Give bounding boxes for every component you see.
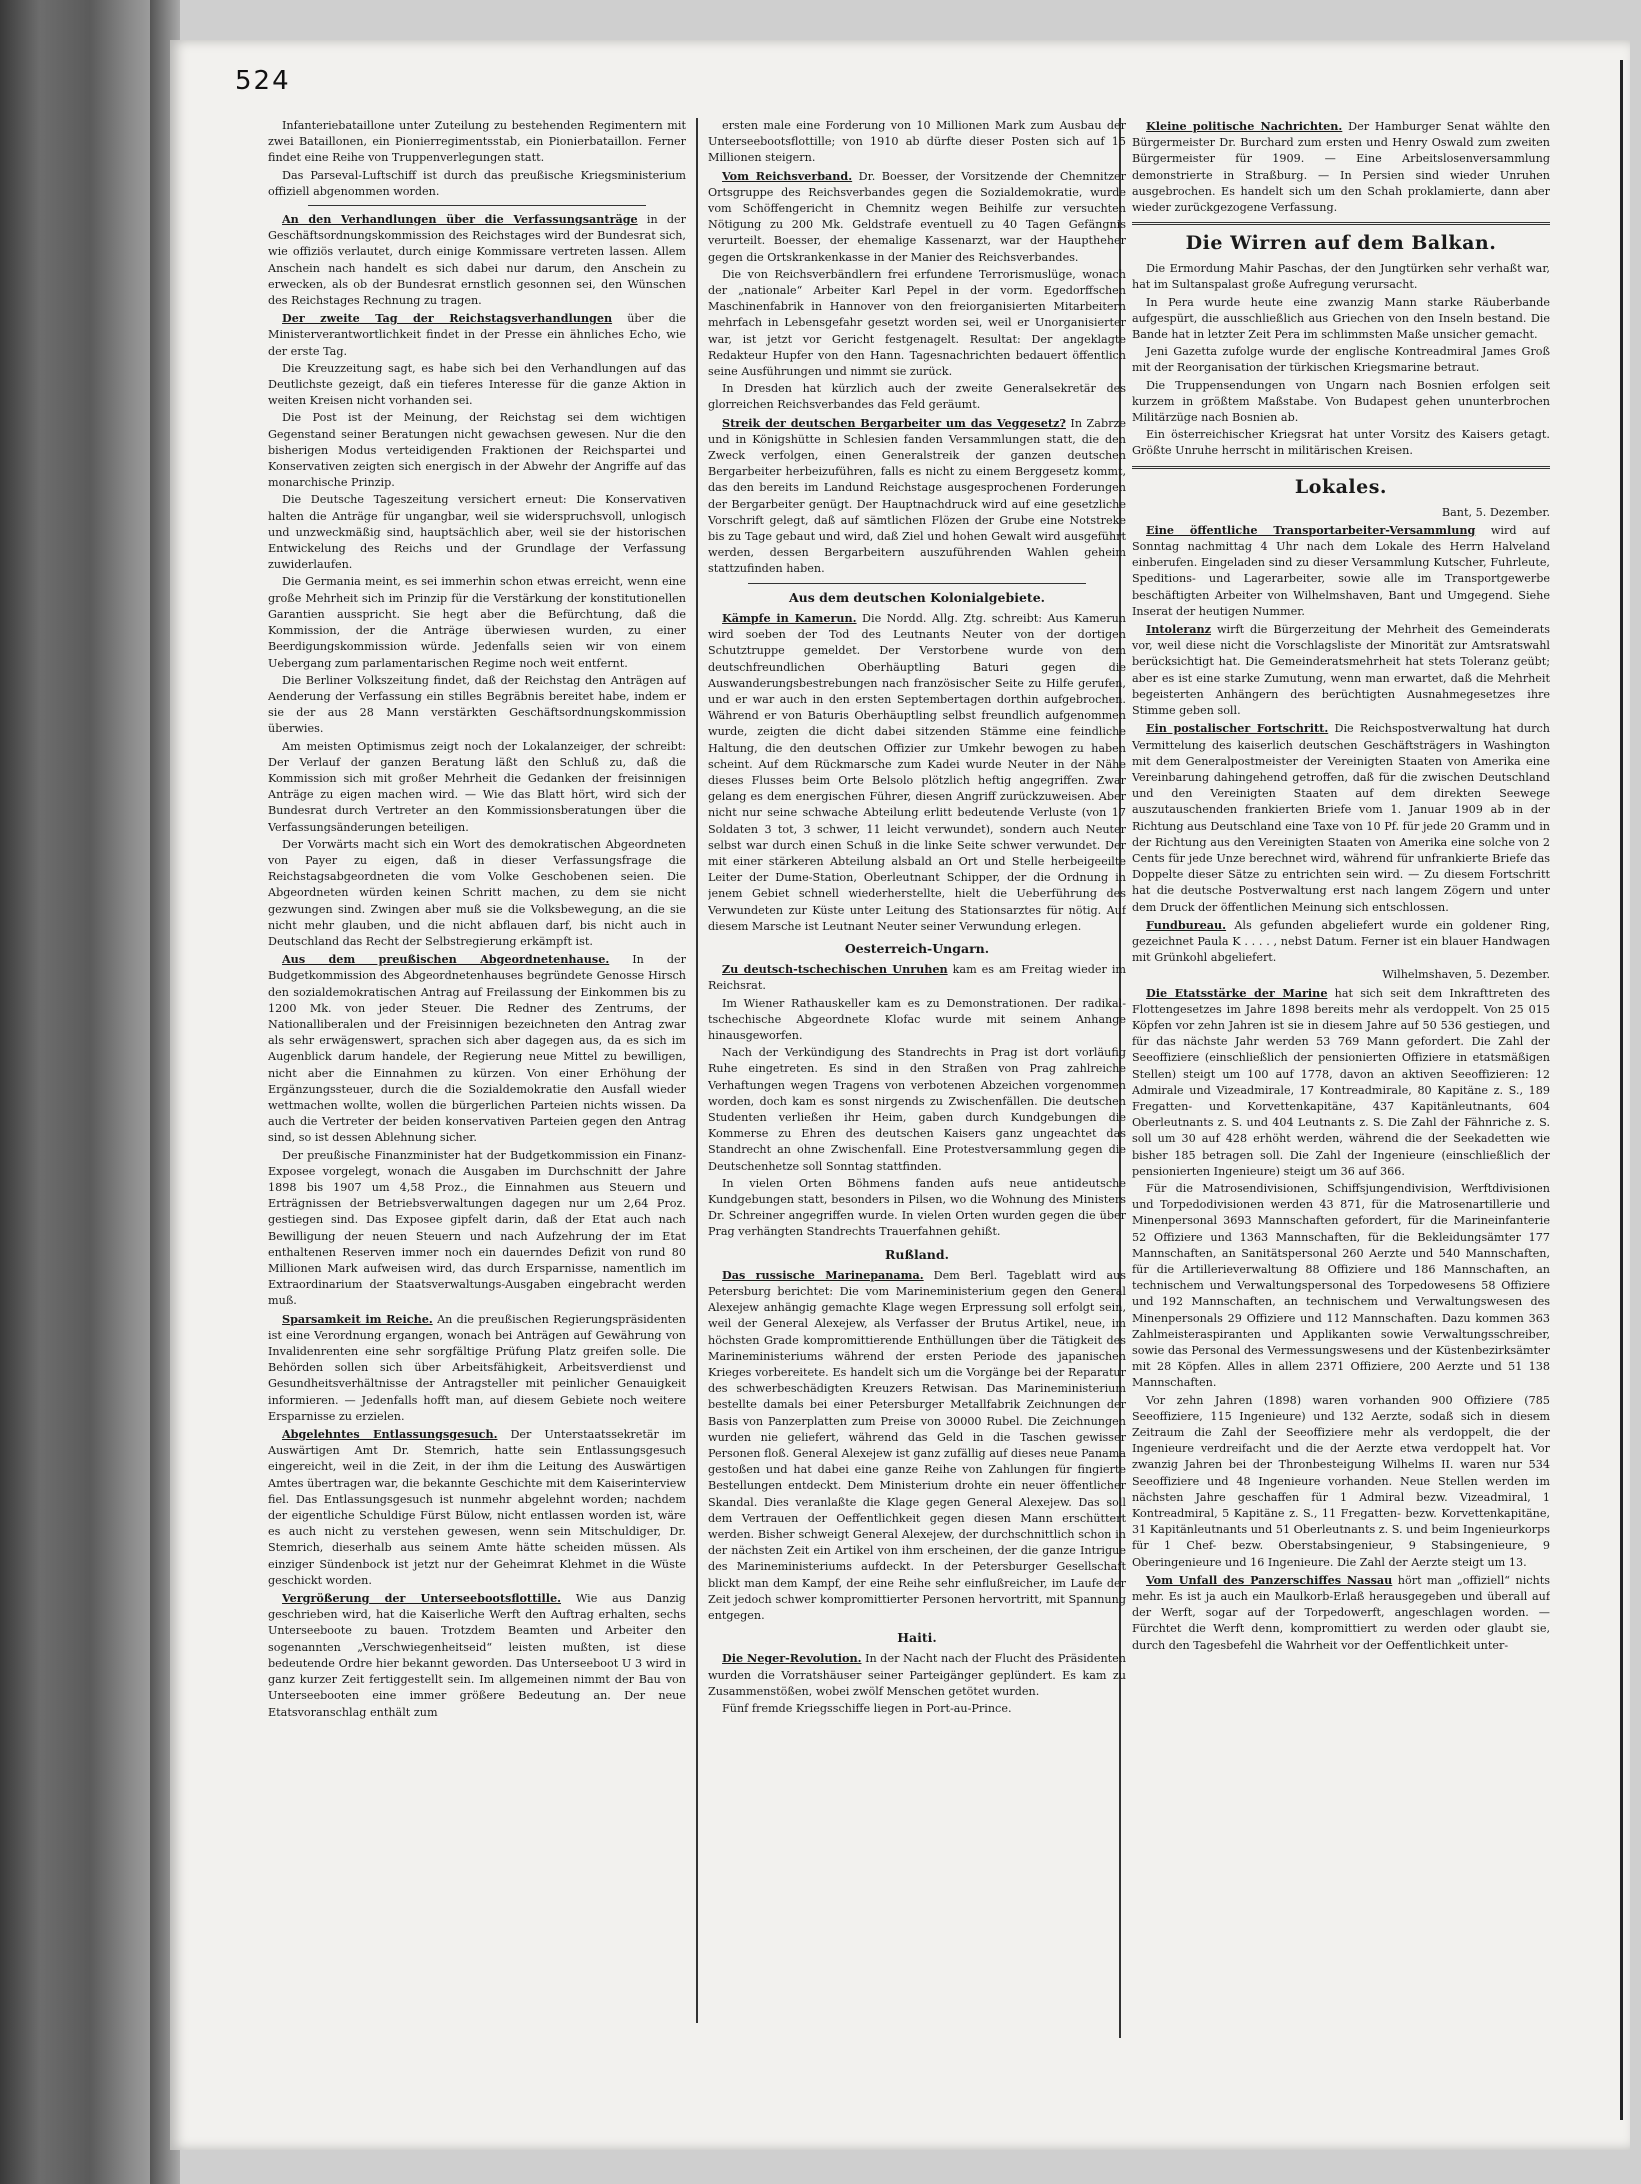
article-text: Die Kreuzzeitung sagt, es habe sich bei den Verhandlungen auf das Deutlichste gezeigt, daß ein tieferes Interesse für die ganze Aktion in weiten Kreisen nicht vorhanden sei. xyxy=(268,361,686,408)
article-headline: Fundbureau. xyxy=(1146,917,1227,932)
column-2 xyxy=(708,118,1126,2038)
article-paragraph xyxy=(268,410,686,491)
section-rule xyxy=(1132,466,1550,469)
article-headline: Die Neger-Revolution. xyxy=(722,1651,862,1666)
separator-rule xyxy=(308,205,646,206)
article-text: In der Budgetkommission des Abgeordnetenhauses begründete Genosse Hirsch den sozialdemokratischen Antrag auf Freilassung der Einkommen bis zu 1200 Mk. von jeder Steuer. Die Redner des Zentrums, der Nationalliberalen und der Freisinnigen bezeichneten den Antrag zwar als sehr erwägenswert, sprachen sich aber dagegen aus, da es sich im Augenblick darum handele, der Regierung neue Mittel zu bewilligen, nicht aber die Einnahmen zu kürzen. Von einer Erhöhung der Ergänzungssteuer, durch die die Sozialdemokratie den Ausfall wieder wettmachen wollte, wollen die bürgerlichen Parteien nichts wissen. Da auch die Vertreter der beiden konservativen Parteien gegen den Antrag sind, so ist dessen Ablehnung sicher. xyxy=(268,953,686,1145)
article-paragraph xyxy=(708,1701,1126,1717)
article-paragraph xyxy=(1132,621,1550,719)
article-text: Wie aus Danzig geschrieben wird, hat die Kaiserliche Werft den Auftrag erhalten, sechs Unterseeboote zu bauen. Trotzdem Beamten und Arbeiter den sogenannten „Verschwiegenheitseid“ leisten mußten, ist diese bedeutende Ordre hier bekannt geworden. Das Unterseeboot U 3 wird in ganz kurzer Zeit fertiggestellt sein. Im allgemeinen nimmt der Bau von Unterseebooten eine immer größere Bedeutung an. Der neue Etatsvoranschlag enthält zum xyxy=(268,1592,686,1719)
article-paragraph xyxy=(268,211,686,309)
article-paragraph xyxy=(708,267,1126,380)
article-paragraph xyxy=(1132,344,1550,376)
article-text: Infanteriebataillone unter Zuteilung zu bestehenden Regimentern mit zwei Bataillonen, ein Pionierregimentsstab, ein Pionierbataillon. Ferner findet eine Reihe von Truppenverlegungen statt. xyxy=(268,119,686,165)
article-headline: Intoleranz xyxy=(1146,622,1211,637)
article-headline: Abgelehntes Entlassungsgesuch. xyxy=(282,1427,498,1442)
article-headline: Vergrößerung der Unterseebootsflottille. xyxy=(282,1591,562,1606)
article-paragraph xyxy=(268,118,686,167)
article-text: Fünf fremde Kriegsschiffe liegen in Port-au-Prince. xyxy=(722,1702,1012,1716)
article-paragraph xyxy=(1132,295,1550,344)
article-text: Für die Matrosendivisionen, Schiffsjungendivision, Werftdivisionen und Torpedodivisionen werden 43 871, für die Matrosenartillerie und Minenpersonal 3693 Mannschaften gefordert, für die Marineinfanterie 52 Offiziere und 1363 Mannschaften, für die Bekleidungsämter 177 Mannschaften, an Sanitätspersonal 260 Aerzte und 540 Mannschaften, für die Artillerieverwaltung 88 Offiziere und 186 Mannschaften, an technischem und Verwaltungspersonal des Torpedowesens 58 Offiziere und 192 Mannschaften, an technischem und Verwaltungswesen des Minenpersonals 29 Offiziere und 112 Mannschaften. Dazu kommen 363 Zahlmeisteraspiranten und Applikanten sowie Verwaltungsschreiber, sowie das Personal des Vermessungswesens und der Küstenbezirksämter mit 28 Köpfen. Alles in allem 2371 Offiziere, 200 Aerzte und 51 138 Mannschaften. xyxy=(1132,1181,1550,1390)
article-paragraph xyxy=(708,996,1126,1045)
article-paragraph xyxy=(1132,378,1550,427)
article-headline: Die Etatsstärke der Marine xyxy=(1146,985,1328,1000)
article-paragraph xyxy=(708,415,1126,578)
article-text: Vor zehn Jahren (1898) waren vorhanden 900 Offiziere (785 Seeoffiziere, 115 Ingenieure) und 132 Aerzte, sodaß sich in diesem Zeitraum die Zahl der Seeoffiziere mehr als verdoppelt, die der Ingenieure verdreifacht und die der Aerzte etwa verdoppelt hat. Vor zwanzig Jahren bei der Thronbesteigung Wilhelms II. waren nur 534 Seeoffiziere und 48 Ingenieure vorhanden. Neue Stellen werden im nächsten Jahre geschaffen für 1 Admiral bezw. Vizeadmiral, 1 Kontreadmiral, 5 Kapitäne z. S., 11 Fregatten- bezw. Korvettenkapitäne, 31 Kapitänleutnants und 51 Oberleutnants z. S. und beim Ingenieurkorps für 1 Chef- bezw. Oberstabsingenieur, 9 Stabsingenieure, 9 Oberingenieure und 16 Ingenieure. Die Zahl der Aerzte steigt um 13. xyxy=(1132,1393,1550,1569)
article-text: Dr. Boesser, der Vorsitzende der Chemnitzer Ortsgruppe des Reichsverbandes gegen die Sozialdemokratie, wurde vom Schöffengericht in Chemnitz wegen Beihilfe zur versuchten Nötigung zu 200 Mk. Geldstrafe eventuell zu 40 Tagen Gefängnis verurteilt. Boesser, der ehemalige Kassenarzt, war der Hauptheher gegen die Ortskrankenkasse in der Manier des Reichsverbandes. xyxy=(708,169,1126,264)
article-paragraph xyxy=(1132,1181,1550,1392)
article-text: hört man „offiziell“ nichts mehr. Es ist ja auch ein Maulkorb-Erlaß herausgegeben und überall auf der Werft, sogar auf der Torpedowerft, angeschlagen worden. — Fürchtet die Werft denn, kompromittiert zu werden oder glaubt sie, durch den Tagesbefehl die Wahrheit vor der Oeffentlichkeit unter- xyxy=(1132,1573,1550,1652)
section-heading: Rußland. xyxy=(884,1246,949,1262)
article-text: Die Berliner Volkszeitung findet, daß der Reichstag den Anträgen auf Aenderung der Verfassung ein stilles Begräbnis bereitet habe, indem er sie der aus 28 Mann verstärkten Geschäftsordnungskommission überwies. xyxy=(268,673,686,736)
article-paragraph xyxy=(268,1426,686,1589)
article-paragraph xyxy=(268,837,686,950)
column-rule-1 xyxy=(696,118,698,2023)
dateline: Wilhelmshaven, 5. Dezember. xyxy=(1382,968,1550,982)
article-text: In Pera wurde heute eine zwanzig Mann starke Räuberbande aufgespürt, die ausschließlich aus Griechen von den Inseln bestand. Die Bande hat in letzter Zeit Pera im schlimmsten Maße unsicher gemacht. xyxy=(1132,295,1550,342)
section-title: Lokales. xyxy=(1294,475,1388,498)
article-headline: Kämpfe in Kamerun. xyxy=(722,610,857,625)
article-text: An die preußischen Regierungspräsidenten ist eine Verordnung ergangen, wonach bei Anträgen auf Gewährung von Invalidenrenten eine sehr sorgfältige Prüfung Platz greifen solle. Die Behörden sollen sich über Arbeitsfähigkeit, Arbeitsverdienst und Gesundheitsverhältnisse der Antragsteller mit peinlicher Genauigkeit informieren. — Jedenfalls hofft man, auf diesem Gebiete noch weitere Ersparnisse zu erzielen. xyxy=(268,1312,686,1423)
section-heading: Oesterreich-Ungarn. xyxy=(844,940,990,956)
article-paragraph xyxy=(268,673,686,738)
article-paragraph xyxy=(708,168,1126,266)
article-text: In Dresden hat kürzlich auch der zweite Generalsekretär des glorreichen Reichsverbandes das Feld geräumt. xyxy=(708,382,1126,412)
section-rule xyxy=(1132,222,1550,225)
article-text: Die Deutsche Tageszeitung versichert erneut: Die Konservativen halten die Anträge für ungangbar, weil sie widerspruchsvoll, unlogisch und unzweckmäßig sind, hauptsächlich aber, weil sie der historischen Entwickelung des Reichs und der Grundlage der Verfassung zuwiderlaufen. xyxy=(268,493,686,572)
article-paragraph xyxy=(1132,427,1550,459)
article-headline: Kleine politische Nachrichten. xyxy=(1146,119,1343,133)
section-heading: Haiti. xyxy=(897,1630,937,1646)
article-headline: Streik der deutschen Bergarbeiter um das Veggesetz? xyxy=(722,415,1066,430)
article-paragraph xyxy=(268,168,686,200)
article-headline: Zu deutsch-tschechischen Unruhen xyxy=(722,962,948,977)
article-text: Die von Reichsverbändlern frei erfundene Terrorismuslüge, wonach der „nationale“ Arbeiter Karl Pepel in der vorm. Egedorffschen Maschinenfabrik in Hannover von den freiorganisierten Mitarbeitern mehrfach in Lebensgefahr gesetzt worden sei, weil er Unorganisierter war, ist jetzt vor Gericht festgenagelt. Resultat: Der angeklagte Redakteur Hupfer von den Hann. Tagesnachrichten bedauert öffentlich seine Ausführungen und nimmt sie zurück. xyxy=(708,267,1126,379)
article-text: Das Parseval-Luftschiff ist durch das preußische Kriegsministerium offiziell abgenommen worden. xyxy=(268,168,686,198)
article-text: Die Post ist der Meinung, der Reichstag sei dem wichtigen Gegenstand seiner Beratungen nicht gewachsen gewesen. Nur die den bisherigen Modus verteidigenden Fraktionen der Reichspartei und Konservativen zeigten sich energisch in der Abwehr der Angriffe auf das monarchische Prinzip. xyxy=(268,411,686,490)
dateline: Bant, 5. Dezember. xyxy=(1441,505,1550,519)
article-text: Die Ermordung Mahir Paschas, der den Jungtürken sehr verhaßt war, hat im Sultanspalast große Aufregung verursacht. xyxy=(1132,262,1550,292)
section-heading: Aus dem deutschen Kolonialgebiete. xyxy=(788,589,1046,605)
article-text: Am meisten Optimismus zeigt noch der Lokalanzeiger, der schreibt: Der Verlauf der ganzen Beratung läßt den Schluß zu, daß die Kommission sich mit großer Mehrheit die Gedanken der freisinnigen Anträge zu eigen machen wird. — Wie das Blatt hört, wird sich der Bundesrat durch Vertreter an den Kommissionsberatungen über die Verfassungsänderungen beteiligen. xyxy=(268,739,686,834)
article-text: In vielen Orten Böhmens fanden aufs neue antideutsche Kundgebungen statt, besonders in Pilsen, wo die Wohnung des Ministers Dr. Schreiner angegriffen wurde. In vielen Orten wurden gegen die über Prag verhängten Standrechts Trauerfahnen gehißt. xyxy=(708,1176,1126,1239)
article-text: Die Reichspostverwaltung hat durch Vermittelung des kaiserlich deutschen Geschäftsträgers in Washington mit dem Generalpostmeister der Vereinigten Staaten von Amerika eine Vereinbarung dahingehend getroffen, daß für die zwischen Deutschland und den Vereinigten Staaten auf dem direkten Seewege auszutauschenden frankierten Briefe vom 1. Januar 1909 ab in der Richtung aus Deutschland eine Taxe von 10 Pf. für jede 20 Gramm und in der Richtung aus den Vereinigten Staaten von Amerika eine solche von 2 Cents für jede Unze berechnet wird, während für unfrankierte Briefe das Doppelte dieser Sätze zu entrichten sein wird. — Zu diesem Fortschritt hat die deutsche Postverwaltung erst nach langem Zögern und unter dem Druck der öffentlichen Meinung sich entschlossen. xyxy=(1132,722,1550,914)
article-text: Ein österreichischer Kriegsrat hat unter Vorsitz des Kaisers getagt. Größte Unruhe herrscht in militärischen Kreisen. xyxy=(1132,428,1550,458)
article-headline: Ein postalischer Fortschritt. xyxy=(1146,721,1329,736)
article-text: Die Nordd. Allg. Ztg. schreibt: Aus Kamerun wird soeben der Tod des Leutnants Neuter von der dortigen Schutztruppe gemeldet. Der Verstorbene wurde von dem deutschfreundlichen Oberhäuptling Baturi gegen die Auswanderungsbestrebungen nach französischer Seite zu Hilfe gerufen, und er war auch in den ersten Septembertagen dorthin aufgebrochen. Während er von Baturis Oberhäuptling selbst freundlich aufgenommen wurde, zeigten die dicht dabei sitzenden Stämme eine feindliche Haltung, die den deutschen Offizier zur Umkehr bewogen zu haben scheint. Auf dem Rückmarsche zum Kadei wurde Neuter in der Nähe dieses Flusses beim Orte Belsolo plötzlich heftig angegriffen. Zwar gelang es dem energischen Führer, diesen Angriff zurückzuweisen. Aber nicht nur seine schwache Abteilung erlitt bedeutende Verluste (von 17 Soldaten 3 tot, 3 schwer, 11 leicht verwundet), sondern auch Neuter selbst war durch einen Schuß in die linke Seite schwer verwundet. Der mit einer stärkeren Abteilung alsbald an Ort und Stelle herbeigeeilte Leiter der Dume-Station, Oberleutnant Schipper, der die Ordnung in jenem Gebiet schnell wiederherstellte, hielt die Ueberführung des Verwundeten zur Küste unter Leitung des Stationsarztes für nötig. Auf diesem Marsche ist Leutnant Neuter seiner Verwundung erlegen. xyxy=(708,611,1126,933)
article-text: hat sich seit dem Inkrafttreten des Flottengesetzes im Jahre 1898 bereits mehr als verdoppelt. Von 25 015 Köpfen vor zehn Jahren ist sie in diesem Jahre auf 50 536 gestiegen, und für das nächste Jahr werden 53 769 Mann gefordert. Die Zahl der Seeoffiziere (einschließlich der pensionierten Offiziere in etatsmäßigen Stellen) steigt um 100 auf 1778, davon an aktiven Seeoffizieren: 12 Admirale und Vizeadmirale, 17 Kontreadmirale, 80 Kapitäne z. S., 189 Fregatten- und Korvettenkapitäne, 437 Kapitänleutnants, 604 Oberleutnants z. S. und 404 Leutnants z. S. Die Zahl der Fähnriche z. S. soll um 30 auf 428 erhöht werden, während die der Seekadetten wie bisher 185 betragen soll. Die Zahl der Ingenieure (einschließlich der pensionierten Ingenieure) steigt um 36 auf 366. xyxy=(1132,986,1550,1178)
article-text: Im Wiener Rathauskeller kam es zu Demonstrationen. Der radikal-tschechische Abgeordnete Klofac wurde mit seinem Anhange hinausgeworfen. xyxy=(708,996,1126,1042)
article-paragraph xyxy=(268,951,686,1146)
article-headline: An den Verhandlungen über die Verfassungsanträge xyxy=(282,212,638,227)
article-paragraph xyxy=(268,310,686,360)
article-paragraph xyxy=(268,1148,686,1310)
article-paragraph xyxy=(268,574,686,671)
article-paragraph xyxy=(1132,985,1550,1180)
article-paragraph xyxy=(708,610,1126,935)
article-text: in der Geschäftsordnungskommission des Reichstages wird der Bundesrat sich, wie offiziös verlautet, durch einige Kommissare vertreten lassen. Allem Anschein nach handelt es sich dabei nur darum, den Anschein zu erwecken, als ob der Bundesrat ernstlich gesonnen sei, den Wünschen des Reichstages Rechnung zu tragen. xyxy=(268,213,686,308)
article-text: Als gefunden abgeliefert wurde ein goldener Ring, gezeichnet Paula K . . . . , nebst Datum. Ferner ist ein blauer Handwagen mit Grünkohl abgeliefert. xyxy=(1132,918,1550,965)
article-paragraph xyxy=(1132,522,1550,620)
article-paragraph xyxy=(708,1650,1126,1700)
column-1 xyxy=(268,118,686,2058)
article-text: kam es am Freitag wieder im Reichsrat. xyxy=(708,963,1126,993)
separator-rule xyxy=(748,583,1086,584)
article-text: Jeni Gazetta zufolge wurde der englische Kontreadmiral James Groß mit der Reorganisation der türkischen Kriegsmarine betraut. xyxy=(1132,345,1550,375)
article-headline: Vom Unfall des Panzerschiffes Nassau xyxy=(1146,1572,1393,1587)
article-paragraph xyxy=(1132,917,1550,967)
article-paragraph xyxy=(708,118,1126,167)
article-paragraph xyxy=(708,961,1126,994)
article-paragraph xyxy=(1132,1393,1550,1571)
page-number: 524 xyxy=(235,66,291,96)
section-title: Die Wirren auf dem Balkan. xyxy=(1185,232,1497,255)
article-text: Der Hamburger Senat wählte den Bürgermeister Dr. Burchard zum ersten und Henry Oswald zum zweiten Bürgermeister für 1909. — Eine Arbeitslosenversammlung demonstrierte in Straßburg. — In Persien sind wieder Unruhen ausgebrochen. Es handelt sich um den Schah proklamierte, dann aber wieder zurückgezogene Verfassung. xyxy=(1132,120,1550,215)
column-3 xyxy=(1132,118,1550,2038)
article-text: wirft die Bürgerzeitung der Mehrheit des Gemeinderats vor, weil diese nicht die Vorschlagsliste der Minorität zur Amtsratswahl berücksichtigt hat. Die Gemeinderatsmehrheit hat stets Toleranz geübt; aber es ist eine starke Zumutung, wenn man erwartet, daß die Mehrheit begeisterten Anhängern des berüchtigten Ausnahmegesetzes ihre Stimme geben soll. xyxy=(1132,623,1550,718)
article-text: Die Germania meint, es sei immerhin schon etwas erreicht, wenn eine große Mehrheit sich im Prinzip für die Verstärkung der konstitutionellen Garantien ausspricht. Sie hegt aber die Befürchtung, daß die Kommission, der die Anträge überwiesen wurden, zu einer Beerdigungskommission würde. Jedenfalls seien wir von einem Uebergang zum parlamentarischen Regime noch weit entfernt. xyxy=(268,575,686,670)
article-text: Nach der Verkündigung des Standrechts in Prag ist dort vorläufig Ruhe eingetreten. Es sind in den Straßen von Prag zahlreiche Verhaftungen wegen Tragens von verbotenen Abzeichen vorgenommen worden, doch kam es sonst nirgends zu Zwischenfällen. Die deutschen Studenten verließen ihr Heim, gaben durch Kundgebungen die Kommerse zu Ehren des deutschen Kaisers ganz ungeachtet das Standrecht an ohne Zwischenfall. Eine Protestversammlung gegen die Deutschenhetze soll Sonntag stattfinden. xyxy=(708,1046,1126,1173)
article-text: Der Vorwärts macht sich ein Wort des demokratischen Abgeordneten von Payer zu eigen, daß in dieser Verfassungsfrage die Reichstagsabgeordneten die vom Volke Geschobenen seien. Die Abgeordneten würden keinen Schritt machen, zu dem sie nicht gezwungen sind. Zwingen aber muß sie die Volksbewegung, an die sie nicht mehr glauben, und die nicht abflauen darf, bis nicht auch in Deutschland das Recht der Selbstregierung erkämpft ist. xyxy=(268,837,686,948)
article-headline: Aus dem preußischen Abgeordnetenhause. xyxy=(282,952,610,967)
article-paragraph xyxy=(708,1267,1126,1624)
article-text: ersten male eine Forderung von 10 Millionen Mark zum Ausbau der Unterseebootsflottille; von 1910 ab dürfte dieser Posten sich auf 15 Millionen steigern. xyxy=(708,119,1126,165)
article-paragraph xyxy=(268,739,686,836)
page-right-border xyxy=(1620,60,1623,2120)
article-text: Dem Berl. Tageblatt wird aus Petersburg berichtet: Die vom Marineministerium gegen den General Alexejew anhängig gemachte Klage wegen Erpressung soll erfolgt sein, weil der General Alexejew, als Verfasser der Brutus Artikel, neue, im höchsten Grade kompromittierende Enthüllungen über die Tätigkeit des Marineministeriums während der ersten Periode des japanischen Krieges vorbereitete. Es handelt sich um die Vorgänge bei der Reparatur des schwerbeschädigten Kreuzers Retwisan. Das Marineministerium bestellte damals bei einer Petersburger Metallfabrik Zeichnungen der Basis von Panzerplatten zum Preise von 30000 Rubel. Die Zeichnungen wurden nie geliefert, während das Geld in die Taschen gewisser Personen floß. General Alexejew ist ganz zufällig auf dieses neue Panama gestoßen und hat dabei eine ganze Reihe von Zahlungen für fingierte Bestellungen entdeckt. Dem Ministerium drohte ein neuer öffentlicher Skandal. Dies veranlaßte die Klage gegen General Alexejew. Das soll dem Vertrauen der Oeffentlichkeit gegen diesen Mann erschüttert werden. Bisher schweigt General Alexejew, der durchschnittlich schon in der nächsten Zeit ein Artikel von ihm erscheinen, der die ganze Intrigue des Marineministeriums aufdeckt. In der Petersburger Gesellschaft blickt man dem Kampf, der eine Reihe sehr einflußreicher, im Laufe der Zeit jedoch schwer kompromittierter Personen hervortritt, mit Spannung entgegen. xyxy=(708,1268,1126,1623)
article-headline: Das russische Marinepanama. xyxy=(722,1267,924,1282)
article-text: Der preußische Finanzminister hat der Budgetkommission ein Finanz-Exposee vorgelegt, wonach die Ausgaben im Durchschnitt der Jahre 1898 bis 1907 um 4,58 Proz., die Einnahmen aus Steuern und Erträgnissen der Betriebsverwaltungen dagegen nur um 2,64 Proz. gestiegen sind. Das Exposee gipfelt darin, daß der Etat auch nach Bewilligung der neuen Steuern und nach Aufzehrung der im Etat enthaltenen Reserven immer noch ein dauerndes Defizit von rund 80 Millionen Mark aufweisen wird, das durch Ersparnisse, namentlich im Extraordinarium der Staatsverwaltungs-Ausgaben eingebracht werden muß. xyxy=(268,1148,686,1308)
article-paragraph xyxy=(1132,261,1550,293)
article-paragraph xyxy=(708,381,1126,413)
article-paragraph xyxy=(708,1176,1126,1241)
article-headline: Vom Reichsverband. xyxy=(722,168,853,183)
article-paragraph xyxy=(268,492,686,573)
article-text: Die Truppensendungen von Ungarn nach Bosnien erfolgen seit kurzem in größtem Maßstabe. Von Budapest gehen ununterbrochen Militärzüge nach Bosnien ab. xyxy=(1132,378,1550,425)
article-paragraph xyxy=(1132,720,1550,915)
article-paragraph xyxy=(1132,118,1550,216)
scan-binding-edge xyxy=(0,0,150,2184)
article-paragraph xyxy=(708,1045,1126,1175)
article-headline: Der zweite Tag der Reichstagsverhandlungen xyxy=(282,311,613,326)
article-paragraph xyxy=(268,361,686,410)
article-paragraph xyxy=(268,1311,686,1425)
article-headline: Sparsamkeit im Reiche. xyxy=(282,1311,433,1326)
article-text: In Zabrze und in Königshütte in Schlesien fanden Versammlungen statt, die den Zweck verfolgen, einen Generalstreik der ganzen deutschen Bergarbeiter herbeizuführen, falls es nicht zu einem Berggesetz kommt, das den bereits im Landund Reichstage ausgesprochenen Forderungen der Bergarbeiter genügt. Der Hauptnachdruck wird auf eine gesetzliche Vorschrift gelegt, daß auf sämtlichen Flözen der Grube eine Notstreke bis zu Tage gebaut und wird, daß Ziel und hohen Gewalt wird ausgeführt werden, dessen Bergarbeitern auszuführenden Wahlen geheim stattzufinden haben. xyxy=(708,416,1126,576)
article-paragraph xyxy=(268,1590,686,1721)
article-text: Der Unterstaatssekretär im Auswärtigen Amt Dr. Stemrich, hatte sein Entlassungsgesuch eingereicht, weil in die Zeit, in der ihm die Leitung des Auswärtigen Amtes übertragen war, die bekannte Geschichte mit dem Kaiserinterview fiel. Das Entlassungsgesuch ist nunmehr abgelehnt worden; nachdem der eigentliche Schuldige Fürst Bülow, nicht entlassen worden ist, wäre es auch nicht zu verstehen gewesen, wenn sein Mitschuldiger, Dr. Stemrich, dieserhalb aus seinem Amte hätte scheiden müssen. Als einziger Sündenbock ist jetzt nur der Geheimrat Klehmet in die Wüste geschickt worden. xyxy=(268,1428,686,1587)
article-headline: Eine öffentliche Transportarbeiter-Versammlung xyxy=(1146,522,1476,537)
article-text: wird auf Sonntag nachmittag 4 Uhr nach dem Lokale des Herrn Halveland einberufen. Eingeladen sind zu dieser Versammlung Kutscher, Fuhrleute, Speditions- und Lagerarbeiter, sowie alle im Transportgewerbe beschäftigten Arbeiter von Wilhelmshaven, Bant und Umgegend. Siehe Inserat der heutigen Nummer. xyxy=(1132,523,1550,618)
article-text: über die Ministerverantwortlichkeit findet in der Presse ein ähnliches Echo, wie der erste Tag. xyxy=(268,312,686,358)
article-text: In der Nacht nach der Flucht des Präsidenten wurden die Vorratshäuser seiner Parteigänger geplündert. Es kam zu Zusammenstößen, wobei zwölf Menschen getötet wurden. xyxy=(708,1652,1126,1698)
article-paragraph xyxy=(1132,1572,1550,1654)
